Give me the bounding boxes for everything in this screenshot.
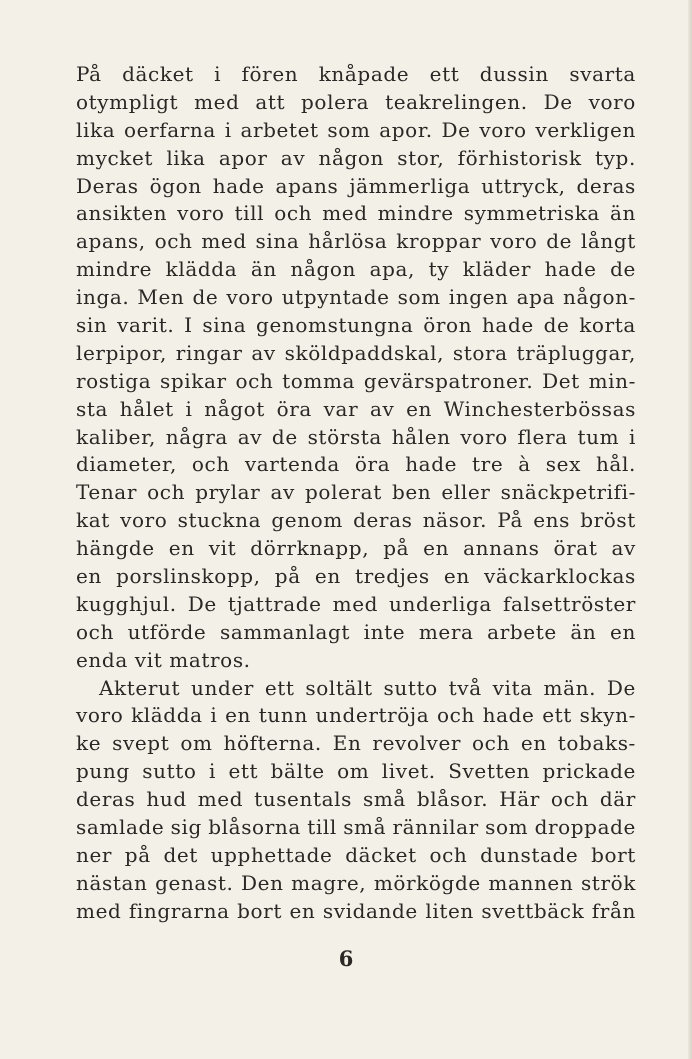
word: och (191, 452, 230, 477)
word: om (337, 759, 370, 784)
word: spikar (160, 368, 227, 393)
word: gevärspatroner. (363, 368, 534, 393)
word: vartenda (244, 452, 340, 477)
word: sammanlagt (219, 619, 351, 644)
word: och (472, 731, 510, 756)
word: från (591, 898, 636, 923)
word: tobaks- (557, 731, 636, 756)
word: en (289, 898, 316, 923)
word: ty (428, 257, 450, 282)
word: underliga (389, 591, 492, 616)
word: kaliber, (76, 424, 156, 449)
word: apa, (369, 257, 416, 282)
word: magre, (291, 870, 367, 895)
word: med (332, 591, 379, 616)
word: en (520, 731, 547, 756)
word: uttryck, (481, 173, 566, 198)
text-line (76, 368, 636, 396)
text-line (76, 591, 636, 619)
word: hade (405, 452, 458, 477)
word: under (190, 675, 254, 700)
word: snäckpetrifi- (500, 480, 636, 505)
text-line (76, 228, 636, 256)
word: stor, (397, 145, 445, 170)
word: prylar (195, 480, 261, 505)
text-line (76, 702, 636, 730)
word: På (76, 62, 102, 86)
word: stuckna (177, 508, 262, 533)
word: vit (208, 536, 237, 561)
word: hade (481, 313, 534, 338)
word: droppade (534, 815, 636, 840)
word: två (448, 675, 482, 700)
word: rostiga (76, 368, 152, 393)
word: symmetriska (463, 201, 600, 226)
word: kugghjul. (76, 591, 177, 616)
word: av (611, 536, 636, 561)
word: inte (363, 619, 406, 644)
word: öron (423, 313, 473, 338)
word: med (197, 787, 244, 812)
word: I (184, 313, 193, 338)
word: apor. (379, 117, 433, 142)
word: verkligen (535, 117, 636, 142)
word: livet. (381, 759, 436, 784)
word: dörrknapp, (250, 536, 370, 561)
text-line (76, 814, 636, 842)
word: och (550, 787, 589, 812)
word: vita (492, 675, 533, 700)
word: om (180, 731, 213, 756)
word: Winchesterbössas (443, 396, 636, 421)
word: där (599, 787, 636, 812)
word: voro (490, 229, 538, 254)
word: ke (76, 731, 102, 756)
word: deras (353, 508, 413, 533)
text-line (76, 870, 636, 898)
word: apans (275, 173, 339, 198)
word: Tenar (76, 480, 137, 505)
word: diameter, (76, 452, 177, 477)
word: arbetet (240, 117, 319, 142)
word: en (406, 396, 432, 421)
word: som (485, 815, 529, 840)
word: en (423, 536, 450, 561)
word: tomma (282, 368, 356, 393)
text-line (76, 424, 636, 452)
word: ens (533, 508, 570, 533)
text-line (76, 479, 636, 507)
word: voro (479, 117, 527, 142)
word: varit. (117, 313, 175, 338)
text-line (76, 675, 636, 703)
word: någon (290, 257, 356, 282)
word: fingrarna (128, 898, 230, 923)
word: pung (76, 759, 130, 784)
text-line (76, 340, 636, 368)
word: hade (544, 257, 597, 282)
word: hud (146, 787, 187, 812)
word: näsor. (422, 508, 488, 533)
word: genast. (155, 870, 234, 895)
word: en (443, 564, 470, 589)
word: bröst (580, 508, 636, 533)
word: att (255, 89, 286, 114)
word: à (518, 452, 531, 477)
word: prickade (542, 759, 636, 784)
word: apor (218, 145, 268, 170)
word: ansikten (76, 201, 168, 226)
word: och (154, 229, 193, 254)
word: mycket (76, 145, 154, 170)
word: tredjes (355, 564, 430, 589)
word: mindre (377, 201, 454, 226)
word: ett (542, 703, 572, 728)
word: Men (137, 285, 185, 310)
word: hålet (119, 396, 174, 421)
word: i (210, 703, 218, 728)
word: arbete (487, 619, 557, 644)
word: De (441, 117, 471, 142)
word: revolver (372, 731, 462, 756)
word: kläder (462, 257, 532, 282)
word: väckarklockas (484, 564, 636, 589)
word: något (204, 396, 265, 421)
word: rännilar (392, 815, 479, 840)
word: sutto (383, 675, 438, 700)
word: sig (170, 815, 202, 840)
word: ben (391, 480, 432, 505)
word: ner (76, 842, 113, 867)
word: de (546, 229, 573, 254)
word: hängde (76, 536, 155, 561)
word: otympligt (76, 89, 179, 114)
word: dussin (479, 62, 549, 86)
text-line (76, 89, 636, 117)
word: lerpipor, (76, 340, 167, 365)
word: öra (276, 396, 312, 421)
text-line (76, 842, 636, 870)
word: på (274, 564, 301, 589)
text-line (76, 758, 636, 786)
word: typ. (595, 145, 636, 170)
word: ett (264, 675, 295, 700)
word: knåpade (318, 62, 410, 86)
text-line (76, 507, 636, 535)
word: någon (318, 145, 385, 170)
word: träpluggar, (516, 340, 636, 365)
word: teakrelingen. (385, 89, 528, 114)
word: tusentals (254, 787, 352, 812)
word: tjattrade (227, 591, 322, 616)
word: de (192, 285, 219, 310)
word: dunstade (480, 842, 579, 867)
word: inga. (76, 285, 130, 310)
text-line (76, 284, 636, 312)
text-line (76, 563, 636, 591)
word: de (271, 424, 298, 449)
word: voro (588, 89, 636, 114)
word: höfterna. (223, 731, 322, 756)
word: av (251, 340, 276, 365)
word: hade (482, 703, 535, 728)
word: kroppar (396, 229, 482, 254)
word: i (185, 396, 193, 421)
word: som (327, 117, 371, 142)
word: tunn (258, 703, 308, 728)
word: eller (441, 480, 491, 505)
word: mörkögde (373, 870, 481, 895)
text-line (76, 61, 636, 89)
word: med (76, 898, 122, 923)
word: små (362, 787, 406, 812)
word: Den (241, 870, 284, 895)
word: De (543, 89, 573, 114)
word: undertröja (315, 703, 430, 728)
word: apa (516, 285, 556, 310)
word: På (497, 508, 524, 533)
word: porslinskopp, (116, 564, 261, 589)
word: sina (255, 229, 300, 254)
word: bort (237, 898, 282, 923)
word: oerfarna (124, 117, 216, 142)
word: bort (591, 842, 636, 867)
word: det (163, 842, 198, 867)
word: på (383, 536, 410, 561)
word: En (332, 731, 362, 756)
word: däcket (345, 842, 417, 867)
word: deras (576, 173, 636, 198)
word: polerat (305, 480, 382, 505)
word: svarta (569, 62, 636, 86)
word: lika (166, 145, 206, 170)
word: hade (212, 173, 265, 198)
word: sutto (142, 759, 197, 784)
word: deras (76, 787, 136, 812)
word: fören (241, 62, 299, 86)
word: sex (545, 452, 581, 477)
text-line (76, 535, 636, 563)
word: sina (202, 313, 247, 338)
word: korta (579, 313, 636, 338)
word: ett (429, 62, 460, 86)
word: Akterut (99, 675, 181, 700)
word: största (307, 424, 382, 449)
word: av (280, 145, 306, 170)
word: ingen (448, 285, 509, 310)
word: utpyntade (281, 285, 390, 310)
word: apans, (76, 229, 146, 254)
page-number: 6 (338, 946, 354, 971)
word: än (250, 257, 277, 282)
word: utförde (127, 619, 207, 644)
word: i (214, 62, 222, 86)
word: Det (542, 368, 580, 393)
word: Här (499, 787, 540, 812)
word: var (323, 396, 359, 421)
word: voro (177, 201, 225, 226)
word: örat (553, 536, 598, 561)
text-line (76, 312, 636, 340)
text-line (76, 451, 636, 479)
word: svettbäck (481, 898, 585, 923)
word: upphettade (210, 842, 333, 867)
word: jämmerliga (349, 173, 471, 198)
word: voro (226, 285, 274, 310)
word: nästan (76, 870, 148, 895)
word: flera (517, 424, 568, 449)
word: till (234, 201, 265, 226)
word: än (609, 201, 636, 226)
word: av (270, 480, 295, 505)
text-line (76, 396, 636, 424)
word: voro (76, 703, 124, 728)
word: i (224, 117, 232, 142)
text-line: enda vit matros. (76, 647, 251, 672)
word: min- (588, 368, 636, 393)
word: genom (271, 508, 343, 533)
word: som (397, 285, 441, 310)
word: sin (76, 313, 108, 338)
word: däcket (122, 62, 194, 86)
word: voro (120, 508, 168, 533)
word: klädda (165, 257, 238, 282)
word: bälte (270, 759, 325, 784)
word: förhistorisk (457, 145, 582, 170)
word: sköldpaddskal, (284, 340, 445, 365)
word: mera (418, 619, 474, 644)
word: i (628, 424, 636, 449)
word: långt (580, 229, 636, 254)
text-line (76, 117, 636, 145)
word: med (322, 201, 368, 226)
text-line (76, 200, 636, 228)
text-line (76, 730, 636, 758)
page-edge (688, 0, 692, 1059)
word: klädda (131, 703, 203, 728)
word: till (307, 815, 337, 840)
word: skyn- (579, 703, 636, 728)
word: hårlösa (308, 229, 388, 254)
word: svidande (322, 898, 418, 923)
word: hål. (595, 452, 636, 477)
word: De (606, 675, 636, 700)
text-line (76, 786, 636, 814)
word: blåsor. (416, 787, 489, 812)
word: ett (228, 759, 259, 784)
word: tum (577, 424, 620, 449)
word: Svetten (448, 759, 531, 784)
word: en (610, 619, 636, 644)
word: mindre (76, 257, 153, 282)
text-line (76, 145, 636, 173)
word: och (76, 619, 114, 644)
word: med (194, 89, 240, 114)
word: soltält (305, 675, 373, 700)
word: voro (460, 424, 508, 449)
word: av (369, 396, 395, 421)
word: polera (301, 89, 370, 114)
word: ögon (149, 173, 202, 198)
text-line (76, 173, 636, 201)
word: De (187, 591, 217, 616)
word: i (208, 759, 216, 784)
word: blåsorna (208, 815, 301, 840)
word: ringar (175, 340, 243, 365)
text-line (76, 898, 636, 926)
word: öra (354, 452, 391, 477)
text-line (76, 619, 636, 647)
text-line (76, 256, 636, 284)
word: med (201, 229, 247, 254)
word: de (610, 257, 636, 282)
word: strök (580, 870, 636, 895)
word: stora (452, 340, 508, 365)
word: hålen (391, 424, 451, 449)
word: samlade (76, 815, 165, 840)
word: liten (425, 898, 474, 923)
word: på (124, 842, 151, 867)
word: tre (472, 452, 504, 477)
word: lika (76, 117, 116, 142)
word: och (235, 368, 274, 393)
word: Deras (76, 173, 139, 198)
word: några (165, 424, 228, 449)
word: falsettröster (502, 591, 636, 616)
word: annans (463, 536, 540, 561)
word: och (429, 842, 468, 867)
word: små (343, 815, 387, 840)
word: en (225, 703, 251, 728)
word: någon- (563, 285, 636, 310)
word: en (76, 564, 102, 589)
word: och (147, 480, 186, 505)
word: män. (543, 675, 597, 700)
word: mannen (488, 870, 574, 895)
word: genomstungna (256, 313, 414, 338)
word: sta (76, 396, 109, 421)
word: av (237, 424, 263, 449)
word: kat (76, 508, 110, 533)
word: än (570, 619, 597, 644)
word: och (274, 201, 313, 226)
word: de (543, 313, 570, 338)
word: en (314, 564, 341, 589)
body-text (76, 61, 636, 926)
word: en (168, 536, 195, 561)
word: och (436, 703, 475, 728)
word: svept (112, 731, 170, 756)
